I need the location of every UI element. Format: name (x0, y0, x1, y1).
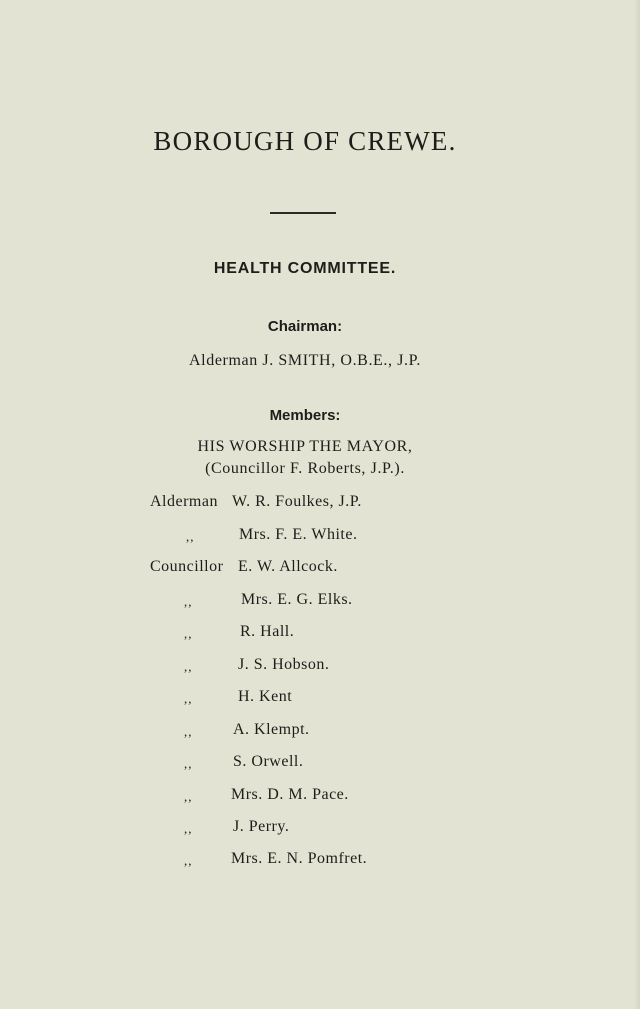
member-title: ,, (184, 821, 193, 836)
member-title: ,, (184, 626, 193, 641)
member-title: Councillor (150, 558, 224, 575)
member-title: ,, (184, 659, 193, 674)
member-name: Mrs. E. G. Elks. (241, 591, 353, 608)
mayor-line: HIS WORSHIP THE MAYOR, (197, 438, 413, 455)
member-name: Mrs. F. E. White. (239, 526, 358, 543)
mayor-detail: (Councillor F. Roberts, J.P.). (205, 460, 405, 477)
member-name: R. Hall. (240, 623, 295, 640)
chairman-name: Alderman J. SMITH, O.B.E., J.P. (189, 352, 421, 369)
page-title: BOROUGH OF CREWE. (153, 126, 457, 156)
member-title: ,, (184, 756, 193, 771)
member-name: J. Perry. (233, 818, 290, 835)
member-title: ,, (184, 691, 193, 706)
member-title: ,, (184, 789, 193, 804)
member-name: Mrs. D. M. Pace. (231, 786, 349, 803)
title-rule (270, 212, 336, 214)
member-name: J. S. Hobson. (238, 656, 330, 673)
member-name: A. Klempt. (233, 721, 310, 738)
member-name: S. Orwell. (233, 753, 304, 770)
member-title: ,, (184, 594, 193, 609)
chairman-heading: Chairman: (267, 318, 343, 335)
member-title: ,, (184, 724, 193, 739)
member-name: W. R. Foulkes, J.P. (232, 493, 362, 510)
members-heading: Members: (269, 407, 341, 424)
member-name: E. W. Allcock. (238, 558, 338, 575)
member-title: ,, (186, 529, 195, 544)
page-edge (634, 0, 640, 1009)
member-name: Mrs. E. N. Pomfret. (231, 850, 368, 867)
member-title: Alderman (150, 493, 218, 510)
member-title: ,, (184, 853, 193, 868)
member-name: H. Kent (238, 688, 293, 705)
committee-heading: HEALTH COMMITTEE. (213, 260, 397, 277)
